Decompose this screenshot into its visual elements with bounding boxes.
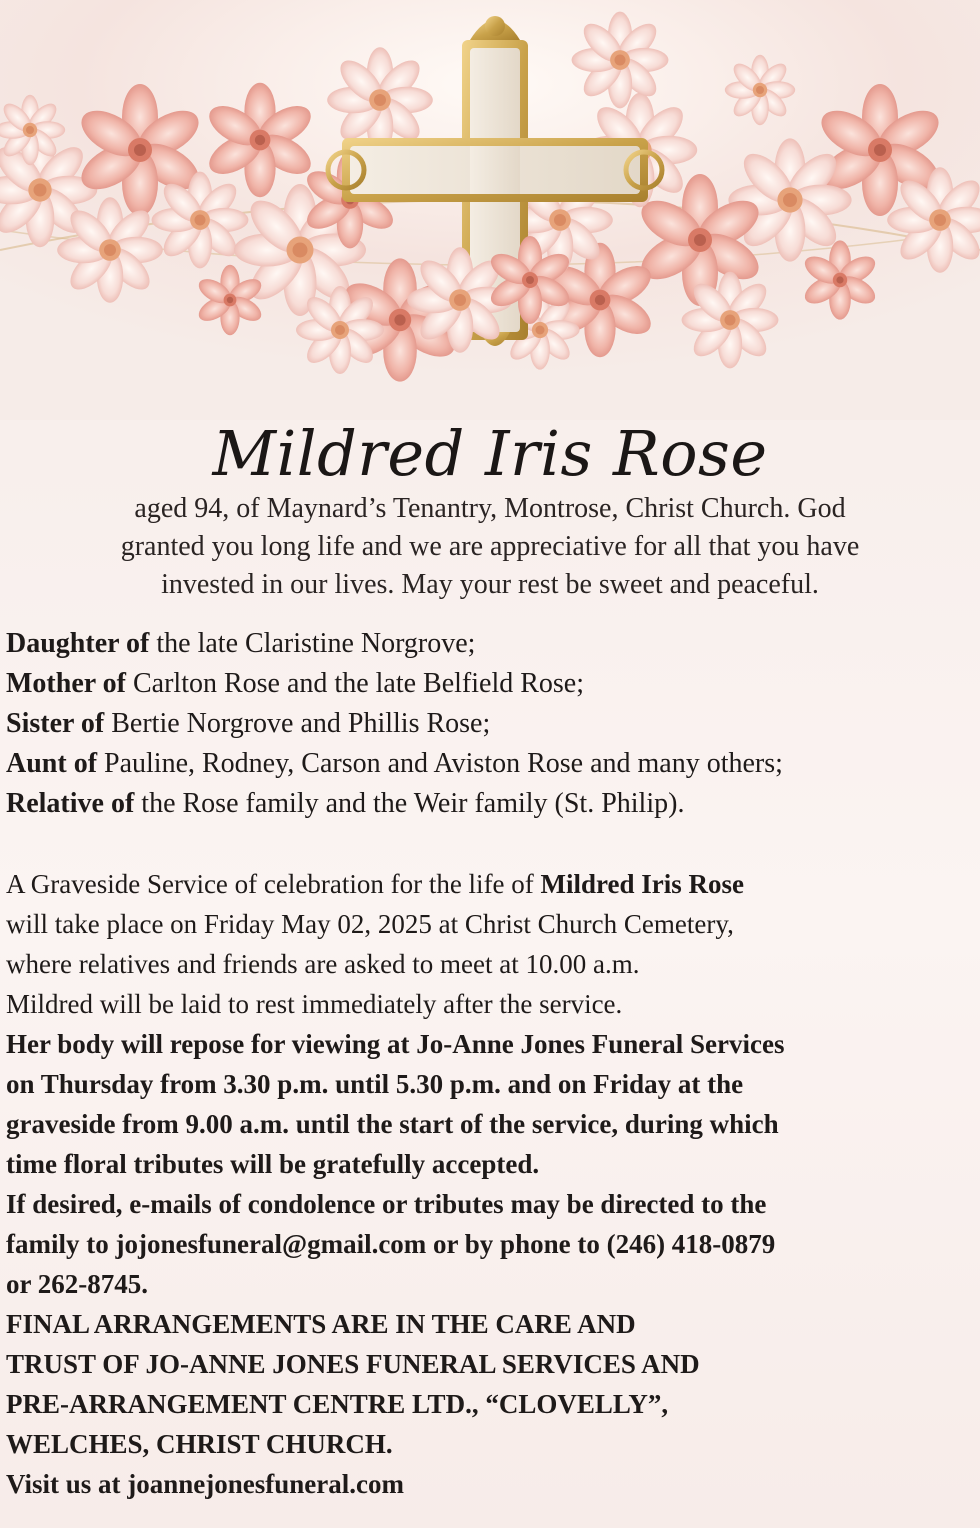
service-name: Mildred Iris Rose <box>540 869 745 899</box>
family-row-aunt <box>6 744 974 784</box>
intro-paragraph <box>20 490 960 604</box>
service-line1-prefix: A Graveside Service of celebration for the life of <box>6 869 541 899</box>
intro-line: aged 94, of Maynard’s Tenantry, Montrose, Christ Church. God <box>134 493 846 524</box>
viewing-line: time floral tributes will be gratefully accepted. <box>6 1149 540 1179</box>
family-row-relative <box>6 784 974 824</box>
service-line <box>6 864 974 904</box>
family-text: the late Claristine Norgrove; <box>149 628 476 659</box>
condolence-line: If desired, e-mails of condolence or tributes may be directed to the <box>6 1189 767 1219</box>
arrangements-line: PRE-ARRANGEMENT CENTRE LTD., “CLOVELLY”, <box>6 1389 669 1419</box>
family-row-sister <box>6 704 974 744</box>
service-details <box>6 864 974 1504</box>
service-line: will take place on Friday May 02, 2025 at Christ Church Cemetery, <box>6 909 734 939</box>
family-label: Sister of <box>6 708 105 739</box>
arrangements-line: WELCHES, CHRIST CHURCH. <box>6 1429 393 1459</box>
family-label: Relative of <box>6 788 135 819</box>
floral-cross-banner <box>0 0 980 420</box>
intro-line: invested in our lives. May your rest be sweet and peaceful. <box>161 569 819 600</box>
family-text: Carlton Rose and the late Belfield Rose; <box>126 668 585 699</box>
family-list <box>6 624 974 824</box>
viewing-line: on Thursday from 3.30 p.m. until 5.30 p.m. and on Friday at the <box>6 1069 744 1099</box>
family-text: Bertie Norgrove and Phillis Rose; <box>104 708 491 739</box>
family-label: Aunt of <box>6 748 98 779</box>
service-line: Mildred will be laid to rest immediately after the service. <box>6 989 623 1019</box>
family-text: the Rose family and the Weir family (St. Philip). <box>134 788 685 819</box>
family-text: Pauline, Rodney, Carson and Aviston Rose and many others; <box>97 748 783 779</box>
family-label: Mother of <box>6 668 126 699</box>
service-line: where relatives and friends are asked to meet at 10.00 a.m. <box>6 949 640 979</box>
intro-line: granted you long life and we are appreciative for all that you have <box>120 531 860 562</box>
arrangements-line: TRUST OF JO-ANNE JONES FUNERAL SERVICES AND <box>6 1349 700 1379</box>
arrangements-line: FINAL ARRANGEMENTS ARE IN THE CARE AND <box>6 1309 636 1339</box>
condolence-line: family to jojonesfuneral@gmail.com or by phone to (246) 418-0879 <box>6 1229 776 1259</box>
viewing-line: Her body will repose for viewing at Jo-Anne Jones Funeral Services <box>6 1029 785 1059</box>
website-line: Visit us at joannejonesfuneral.com <box>6 1469 404 1499</box>
family-label: Daughter of <box>6 628 150 659</box>
family-row-mother <box>6 664 974 704</box>
floral-cross-illustration <box>0 0 980 420</box>
deceased-name: Mildred Iris Rose <box>212 417 768 490</box>
condolence-line: or 262-8745. <box>6 1269 148 1299</box>
viewing-line: graveside from 9.00 a.m. until the start of the service, during which <box>6 1109 779 1139</box>
family-row-daughter <box>6 624 974 664</box>
